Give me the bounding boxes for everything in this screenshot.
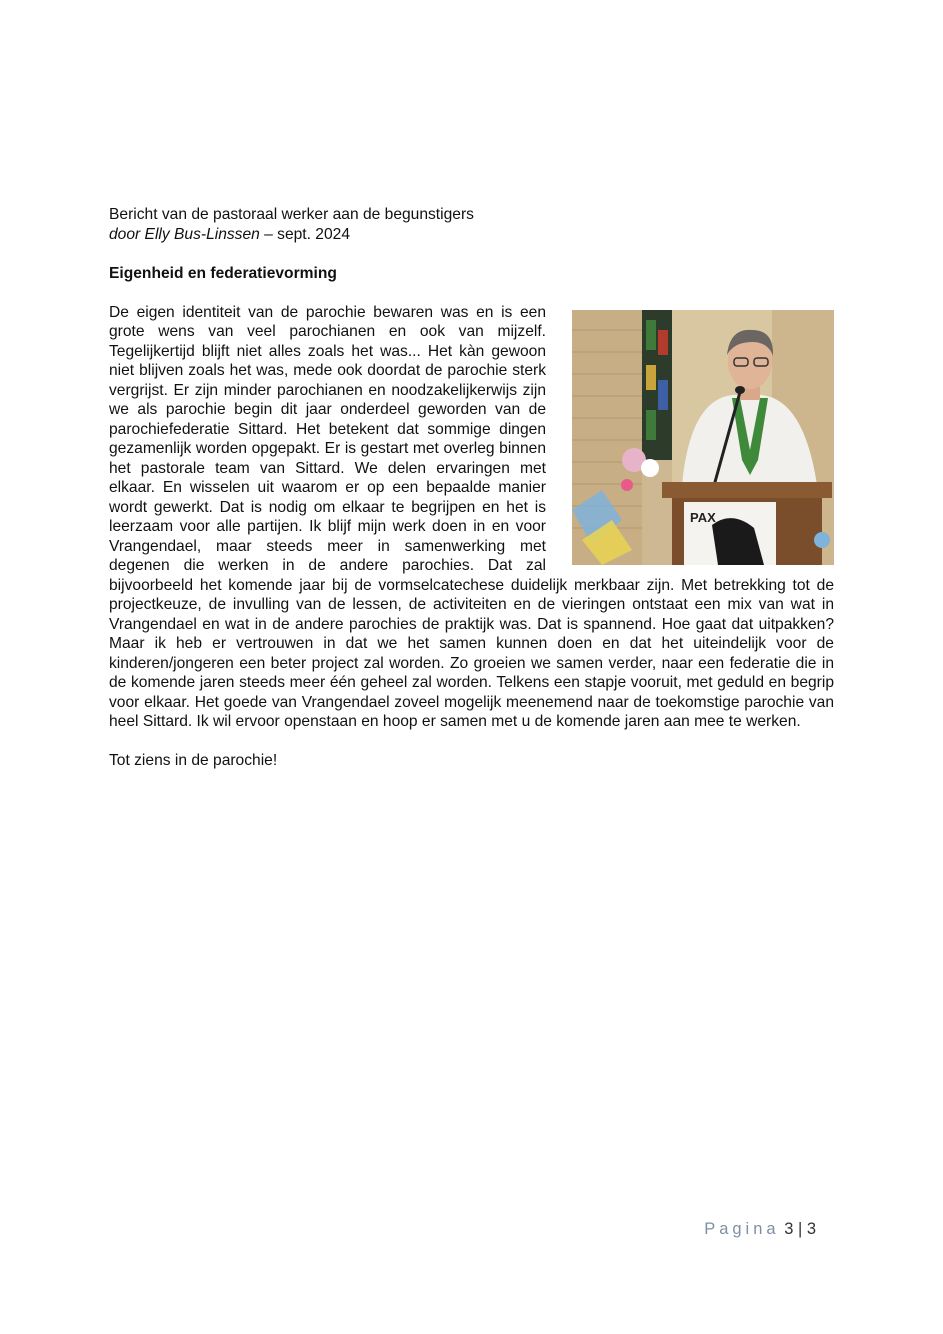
page-label: Pagina: [704, 1220, 780, 1238]
article-title: Eigenheid en federatievorming: [109, 264, 337, 282]
page-number: 3 | 3: [784, 1220, 816, 1238]
byline-date: – sept. 2024: [259, 225, 350, 243]
poster-text: PAX: [690, 509, 716, 525]
header-line: Bericht van de pastoraal werker aan de begunstigers: [109, 206, 474, 223]
byline: [109, 225, 834, 245]
byline-author: door Elly Bus-Linssen: [109, 225, 260, 243]
photo-speaker-at-lectern-icon: [572, 310, 834, 565]
page-footer: [704, 1220, 816, 1239]
article: [109, 205, 834, 771]
article-photo: [572, 310, 834, 565]
closing-line: Tot ziens in de parochie!: [109, 752, 278, 769]
article-body: De eigen identiteit van de parochie bewaren was en is een grote wens van veel parochianen en ook van mijzelf. Tegelijkertijd blijft niet alles zoals het was... Het kàn gewoon niet blijven zoals het was, mede ook doordat de parochie sterk vergrijst. Er zijn minder parochianen en noodzakelijkerwijs zijn we als parochie begin dit jaar onderdeel geworden van de parochiefederatie Sittard. Het betekent dat sommige dingen gezamenlijk worden opgepakt. Er is gestart met overleg binnen het pastorale team van Sittard. We delen ervaringen met elkaar. En wisselen uit waarom er op een bepaalde manier wordt gewerkt. Dat is nodig om elkaar te begrijpen en het is leerzaam voor alle partijen. Ik blijf mijn werk doen in en voor Vrangendael, maar steeds meer in samenwerking met degenen die werken in de andere parochies. Dat zal bijvoorbeeld het komende jaar bij de vormselcatechese duidelijk merkbaar zijn. Met betrekking tot de projectkeuze, de invulling van de lessen, de activiteiten en de vieringen ontstaat een mix van wat in Vrangendael en wat in de andere parochies de praktijk was. Dat is spannend. Hoe gaat dat uitpakken? Maar ik heb er vertrouwen in dat we het samen kunnen doen en dat het uiteindelijk voor de kinderen/jongeren een beter project zal worden. Zo groeien we samen verder, naar een federatie die in de komende jaren steeds meer één geheel zal worden. Telkens een stapje vooruit, met geduld en begrip voor elkaar. Het goede van Vrangendael zoveel mogelijk meenemend naar de toekomstige parochie van heel Sittard. Ik wil ervoor openstaan en hoop er samen met u de komende jaren aan mee te werken.: [109, 303, 834, 730]
